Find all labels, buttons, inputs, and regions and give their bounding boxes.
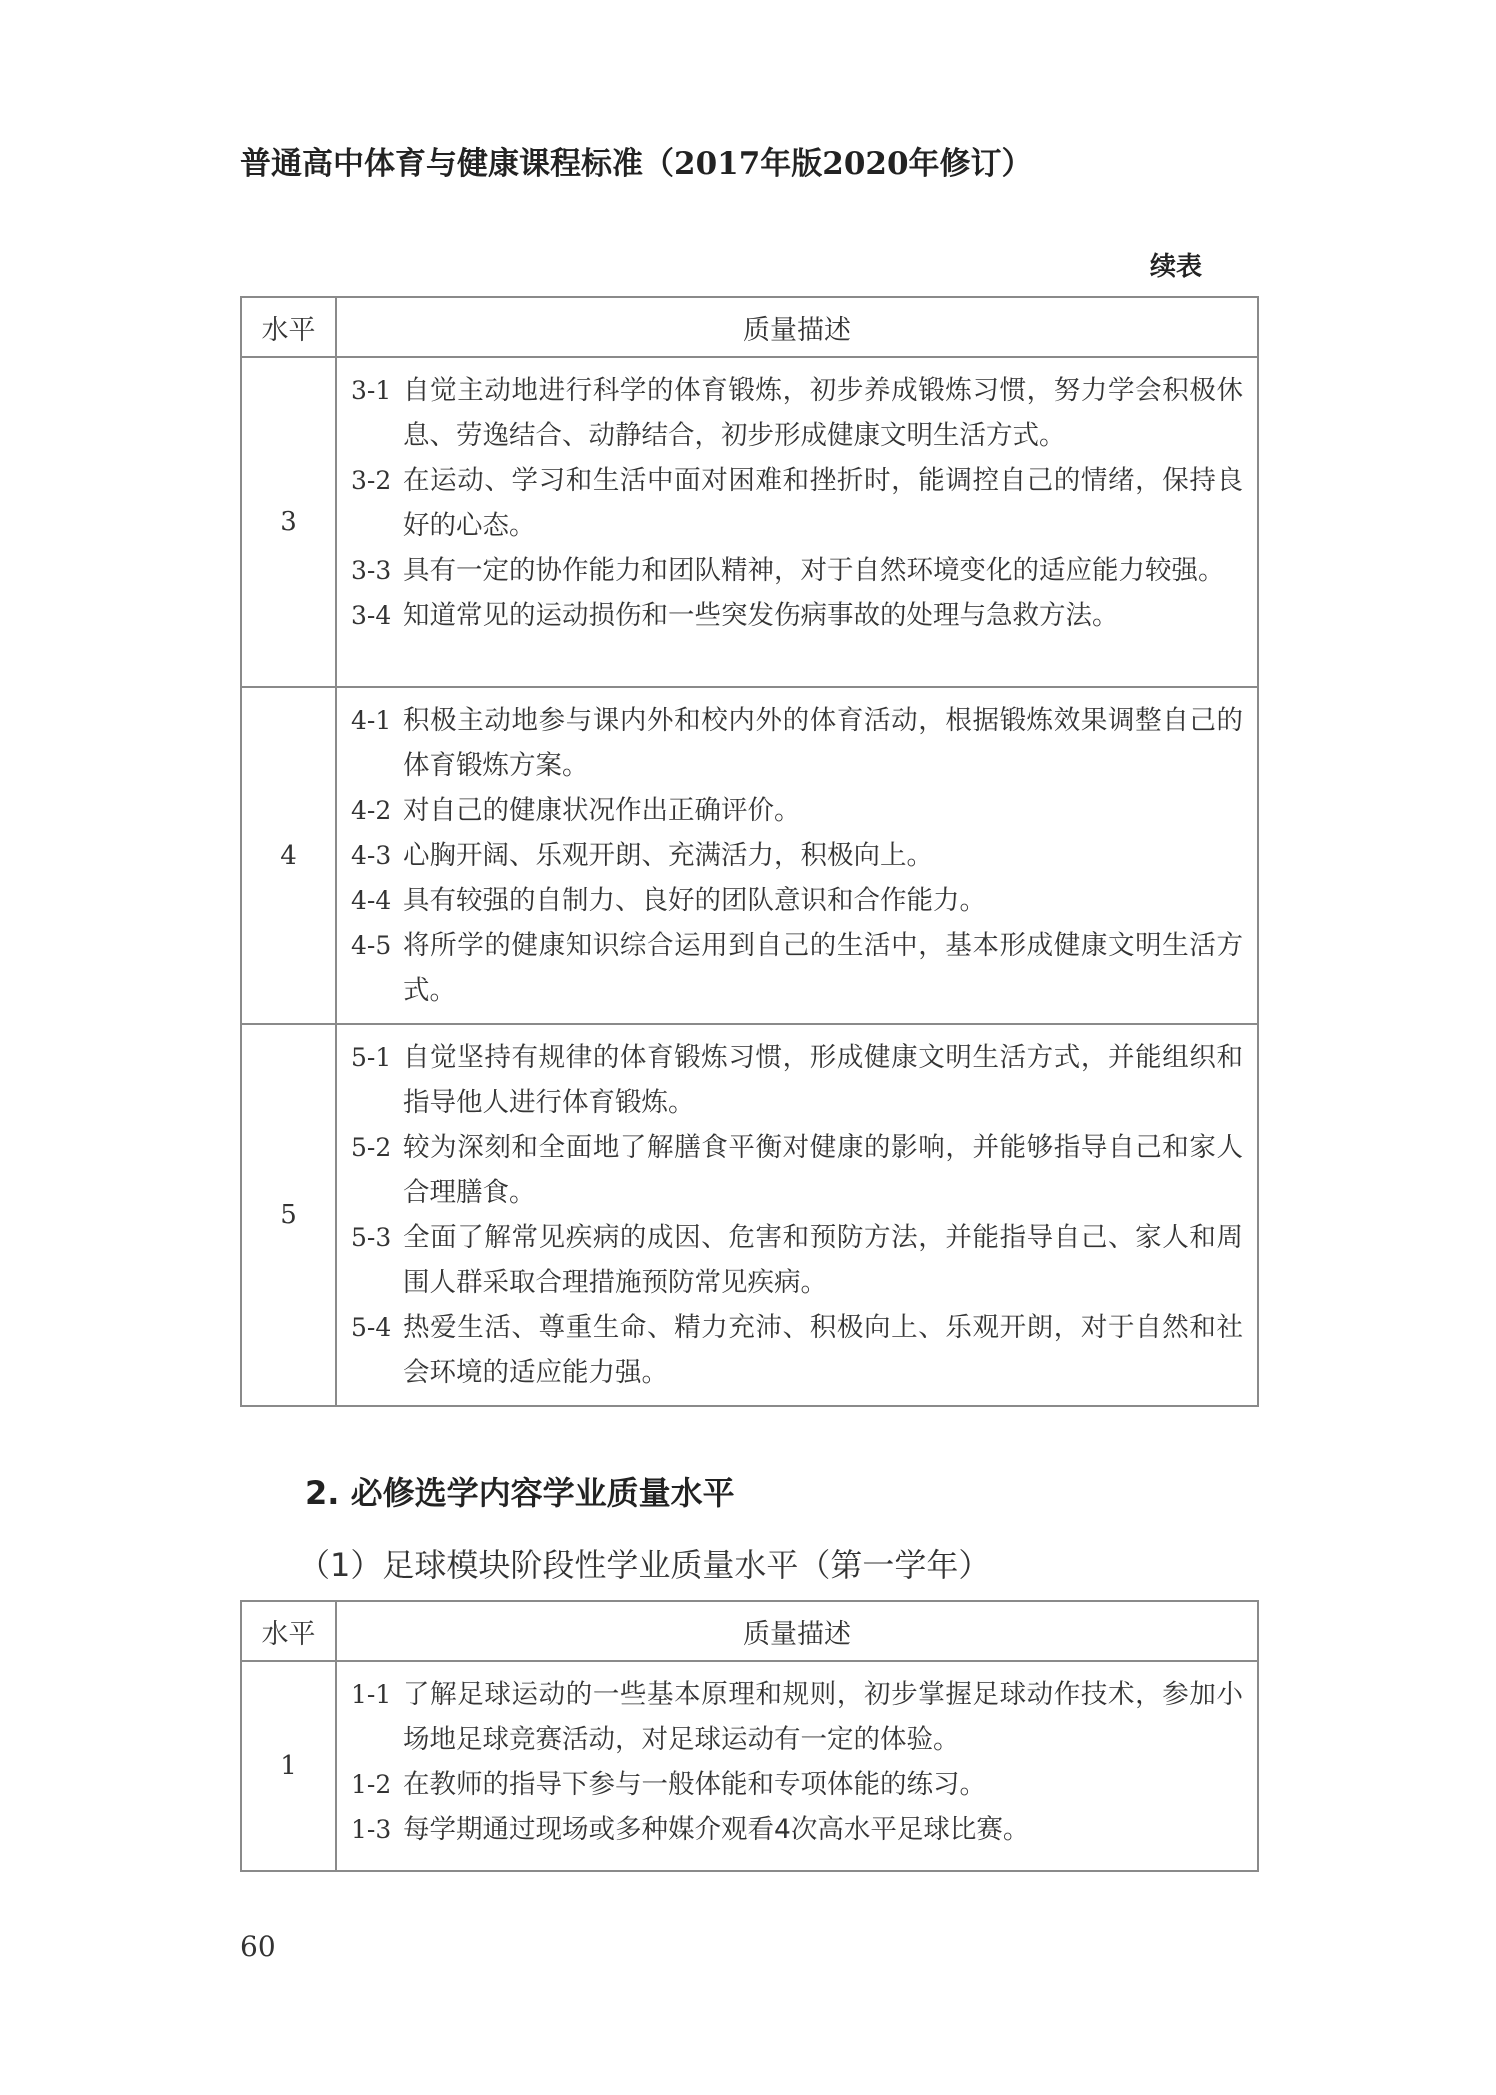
item-number: 1-2 bbox=[351, 1770, 392, 1799]
col-header-level: 水平 bbox=[241, 297, 336, 357]
item-number: 3-4 bbox=[351, 601, 392, 630]
list-item bbox=[351, 1672, 1243, 1762]
table-header-row bbox=[241, 1601, 1258, 1661]
table-row bbox=[241, 687, 1258, 1024]
item-number: 4-5 bbox=[351, 931, 392, 960]
level-cell: 4 bbox=[241, 687, 336, 1024]
table-row bbox=[241, 1661, 1258, 1871]
col-header-description: 质量描述 bbox=[336, 297, 1258, 357]
list-item bbox=[351, 1305, 1243, 1395]
item-text: 了解足球运动的一些基本原理和规则，初步掌握足球动作技术，参加小场地足球竞赛活动，对足球运动有一定的体验。 bbox=[403, 1679, 1243, 1755]
item-text: 每学期通过现场或多种媒介观看4次高水平足球比赛。 bbox=[403, 1814, 1030, 1845]
list-item bbox=[351, 593, 1243, 638]
col-header-level: 水平 bbox=[241, 1601, 336, 1661]
table-header-row bbox=[241, 297, 1258, 357]
description-cell bbox=[336, 687, 1258, 1024]
item-text: 积极主动地参与课内外和校内外的体育活动，根据锻炼效果调整自己的体育锻炼方案。 bbox=[403, 705, 1243, 781]
item-number: 1-3 bbox=[351, 1815, 392, 1844]
list-item bbox=[351, 548, 1243, 593]
item-number: 1-1 bbox=[351, 1680, 392, 1709]
item-number: 3-2 bbox=[351, 466, 392, 495]
item-number: 5-1 bbox=[351, 1043, 392, 1072]
col-header-description: 质量描述 bbox=[336, 1601, 1258, 1661]
list-item bbox=[351, 833, 1243, 878]
item-text: 对自己的健康状况作出正确评价。 bbox=[403, 795, 801, 826]
item-text: 心胸开阔、乐观开朗、充满活力，积极向上。 bbox=[403, 840, 933, 871]
page-number: 60 bbox=[240, 1930, 276, 1963]
table-continued-label: 续表 bbox=[1150, 252, 1203, 282]
item-number: 3-1 bbox=[351, 376, 392, 405]
table-row bbox=[241, 357, 1258, 687]
list-item bbox=[351, 1807, 1243, 1852]
level-cell: 1 bbox=[241, 1661, 336, 1871]
item-number: 4-1 bbox=[351, 706, 392, 735]
item-text: 全面了解常见疾病的成因、危害和预防方法，并能指导自己、家人和周围人群采取合理措施预防常见疾病。 bbox=[403, 1222, 1243, 1298]
item-number: 4-3 bbox=[351, 841, 392, 870]
item-text: 具有较强的自制力、良好的团队意识和合作能力。 bbox=[403, 885, 986, 916]
list-item bbox=[351, 788, 1243, 833]
section-heading: 2. 必修选学内容学业质量水平 bbox=[305, 1474, 735, 1512]
subsection-heading: （1）足球模块阶段性学业质量水平（第一学年） bbox=[298, 1546, 991, 1584]
running-title: 普通高中体育与健康课程标准（2017年版2020年修订） bbox=[240, 146, 1033, 182]
list-item bbox=[351, 878, 1243, 923]
list-item bbox=[351, 923, 1243, 1013]
item-text: 具有一定的协作能力和团队精神，对于自然环境变化的适应能力较强。 bbox=[403, 555, 1225, 586]
item-text: 在运动、学习和生活中面对困难和挫折时，能调控自己的情绪，保持良好的心态。 bbox=[403, 465, 1243, 541]
list-item bbox=[351, 458, 1243, 548]
item-text: 热爱生活、尊重生命、精力充沛、积极向上、乐观开朗，对于自然和社会环境的适应能力强。 bbox=[403, 1312, 1243, 1388]
item-number: 5-4 bbox=[351, 1313, 392, 1342]
item-text: 将所学的健康知识综合运用到自己的生活中，基本形成健康文明生活方式。 bbox=[403, 930, 1243, 1006]
list-item bbox=[351, 368, 1243, 458]
item-number: 4-2 bbox=[351, 796, 392, 825]
item-text: 自觉坚持有规律的体育锻炼习惯，形成健康文明生活方式，并能组织和指导他人进行体育锻炼。 bbox=[403, 1042, 1243, 1118]
item-number: 4-4 bbox=[351, 886, 392, 915]
list-item bbox=[351, 1215, 1243, 1305]
description-cell bbox=[336, 1661, 1258, 1871]
item-text: 在教师的指导下参与一般体能和专项体能的练习。 bbox=[403, 1769, 986, 1800]
item-text: 较为深刻和全面地了解膳食平衡对健康的影响，并能够指导自己和家人合理膳食。 bbox=[403, 1132, 1243, 1208]
level-cell: 3 bbox=[241, 357, 336, 687]
item-number: 5-2 bbox=[351, 1133, 392, 1162]
item-number: 3-3 bbox=[351, 556, 392, 585]
item-text: 知道常见的运动损伤和一些突发伤病事故的处理与急救方法。 bbox=[403, 600, 1119, 631]
level-cell: 5 bbox=[241, 1024, 336, 1406]
list-item bbox=[351, 1035, 1243, 1125]
item-text: 自觉主动地进行科学的体育锻炼，初步养成锻炼习惯，努力学会积极休息、劳逸结合、动静结合，初步形成健康文明生活方式。 bbox=[403, 375, 1243, 451]
description-cell bbox=[336, 357, 1258, 687]
quality-table-general bbox=[240, 296, 1259, 1407]
item-number: 5-3 bbox=[351, 1223, 392, 1252]
description-cell bbox=[336, 1024, 1258, 1406]
list-item bbox=[351, 698, 1243, 788]
quality-table-football bbox=[240, 1600, 1259, 1872]
list-item bbox=[351, 1762, 1243, 1807]
table-row bbox=[241, 1024, 1258, 1406]
list-item bbox=[351, 1125, 1243, 1215]
